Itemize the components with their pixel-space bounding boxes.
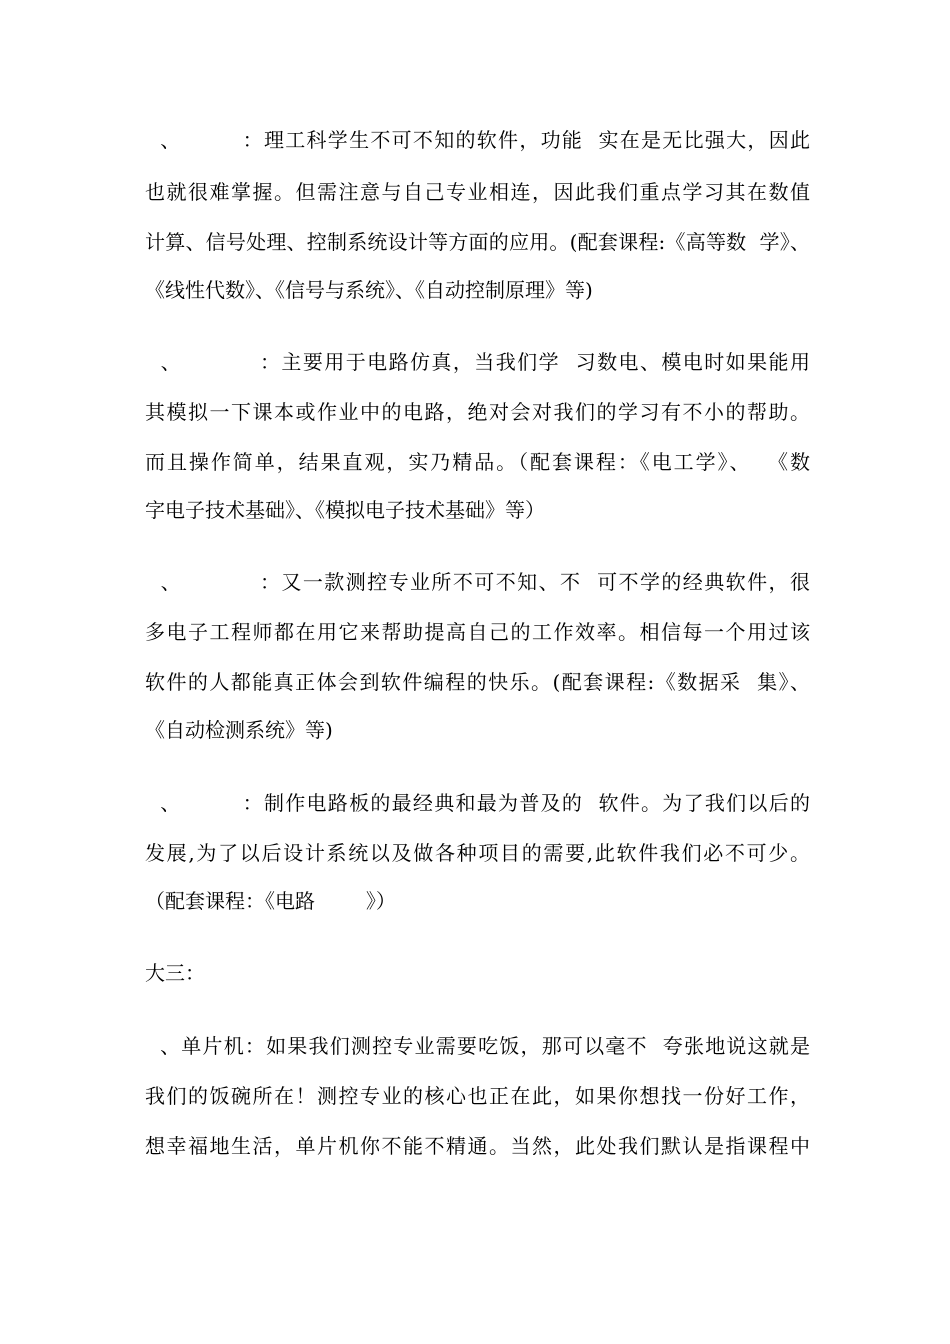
paragraph-3-line-4: 《自动检测系统》等) (145, 718, 333, 742)
paragraph-3-line-2: 多电子工程师都在用它来帮助提高自己的工作效率。相信每一个用过该 (145, 620, 810, 644)
paragraph-2-line-4: 字电子技术基础》、《模拟电子技术基础》等） (145, 498, 545, 522)
paragraph-1-line-3: 计算、信号处理、控制系统设计等方面的应用。(配套课程:《高等数 学》、 (145, 230, 810, 254)
paragraph-1-line-1: 、 ：理工科学生不可不知的软件，功能 实在是无比强大，因此 (145, 128, 810, 152)
paragraph-6-line-2: 我们的饭碗所在！测控专业的核心也正在此，如果你想找一份好工作， (145, 1084, 810, 1108)
paragraph-4-line-2: 发展,为了以后设计系统以及做各种项目的需要,此软件我们必不可少。 (145, 841, 810, 865)
paragraph-6-line-1: 、单片机：如果我们测控专业需要吃饭，那可以毫不 夸张地说这就是 (145, 1034, 810, 1058)
paragraph-4-line-3: （配套课程：《电路 》） (145, 889, 396, 913)
paragraph-4-line-1: 、 ：制作电路板的最经典和最为普及的 软件。为了我们以后的 (145, 791, 810, 815)
section-heading-senior-year: 大三： (145, 961, 205, 985)
paragraph-1-line-2: 也就很难掌握。但需注意与自己专业相连，因此我们重点学习其在数值 (145, 180, 810, 204)
paragraph-3-line-3: 软件的人都能真正体会到软件编程的快乐。(配套课程:《数据采 集》、 (145, 670, 810, 694)
paragraph-6-line-3: 想幸福地生活，单片机你不能不精通。当然，此处我们默认是指课程中 (145, 1134, 810, 1158)
paragraph-2-line-2: 其模拟一下课本或作业中的电路，绝对会对我们的学习有不小的帮助。 (145, 400, 810, 424)
paragraph-1-line-4: 《线性代数》、《信号与系统》、《自动控制原理》等) (145, 278, 593, 302)
paragraph-2-line-3: 而且操作简单，结果直观，实乃精品。（配套课程：《电工学》、 《数 (145, 450, 810, 474)
paragraph-2-line-1: 、 ：主要用于电路仿真，当我们学 习数电、模电时如果能用 (145, 350, 810, 374)
paragraph-3-line-1: 、 ：又一款测控专业所不可不知、不 可不学的经典软件，很 (145, 570, 810, 594)
